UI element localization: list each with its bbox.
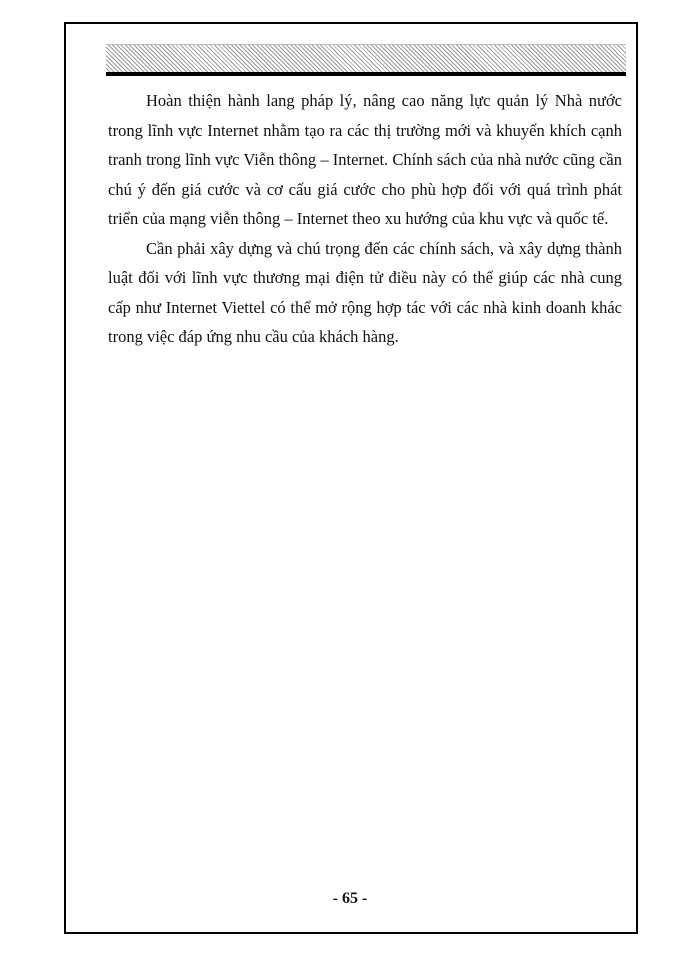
header-rule [106,72,626,76]
page-number: - 65 - [332,890,368,907]
paragraph-1: Hoàn thiện hành lang pháp lý, nâng cao năng lực quản lý Nhà nước trong lĩnh vực Internet nhằm tạo ra các thị trường mới và khuyến khích cạnh tranh trong lĩnh vực Viễn thông – Internet. Chính sách của nhà nước cũng cần chú ý đến giá cước và cơ cấu giá cước cho phù hợp đối với quá trình phát triển của mạng viễn thông – Internet theo xu hướng của khu vực và quốc tế. [108,91,622,228]
body-text [108,86,622,352]
header-pattern-band [106,44,626,73]
paragraph-2: Cần phải xây dựng và chú trọng đến các chính sách, và xây dựng thành luật đối với lĩnh vực thương mại điện tử điều này có thể giúp các nhà cung cấp như Internet Viettel có thể mở rộng hợp tác với các nhà kinh doanh khác trong việc đáp ứng nhu cầu của khách hàng. [108,238,622,346]
